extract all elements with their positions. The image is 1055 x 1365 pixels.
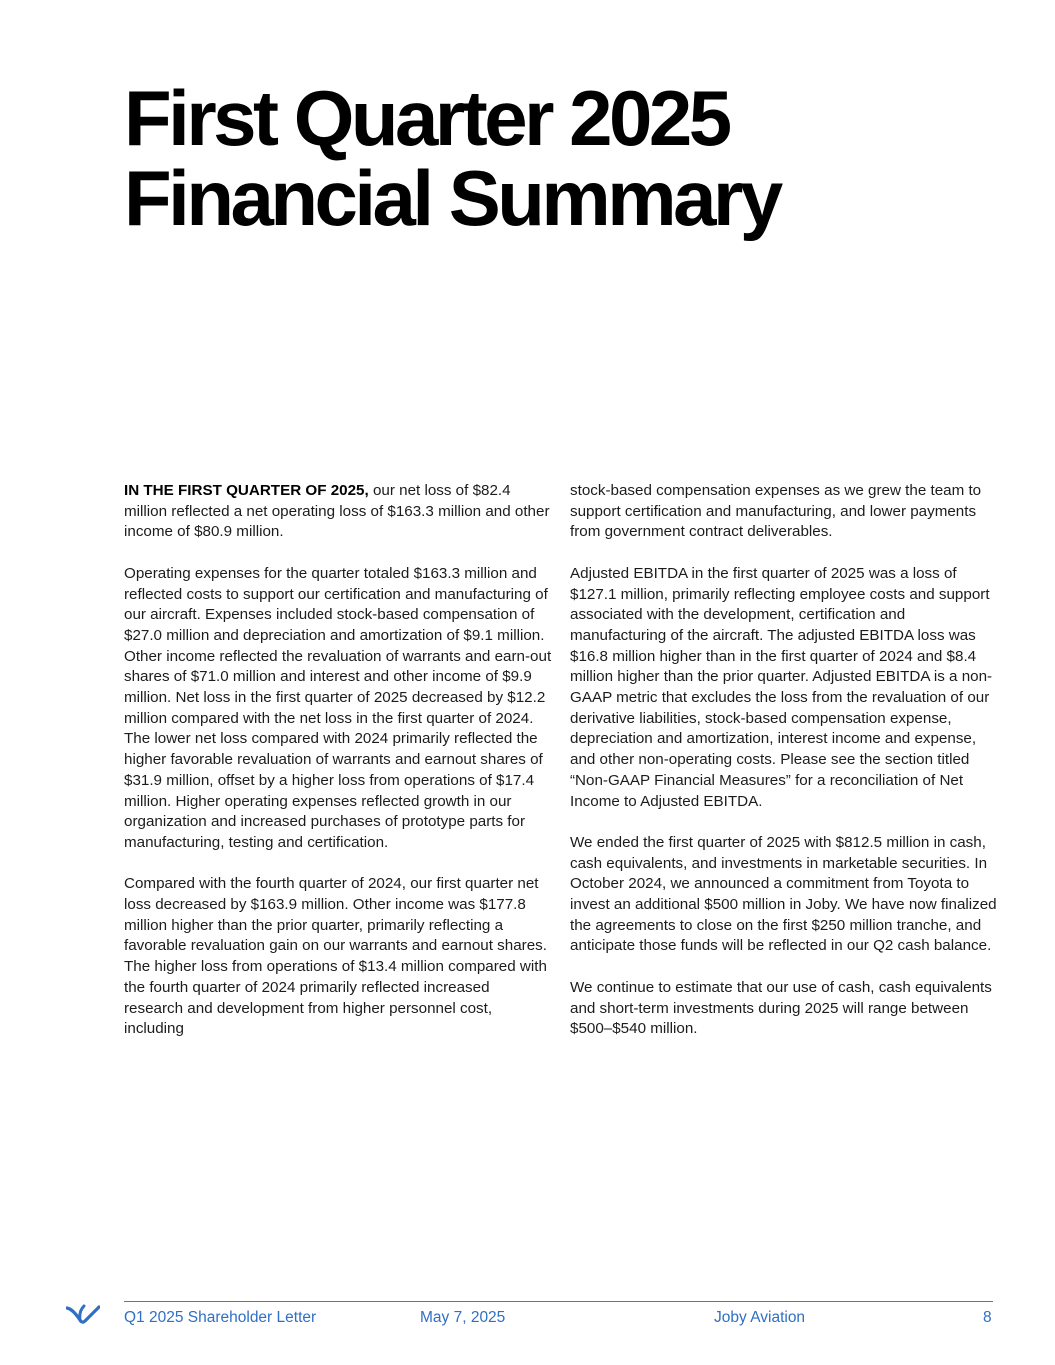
paragraph-adjusted-ebitda: Adjusted EBITDA in the first quarter of 2025 was a loss of $127.1 million, primarily reflecting employee costs and support associated with the development, certification and manufacturing of the aircraft. The adjusted EBITDA loss was $16.8 million higher than in the first quarter of 2024 and $8.4 million higher than the prior quarter. Adjusted EBITDA is a non-GAAP metric that excludes the loss from the revaluation of our derivative liabilities, stock-based compensation expense, depreciation and amortization, interest income and expense, and other non-operating costs. Please see the section titled “Non-GAAP Financial Measures” for a reconciliation of Net Income to Adjusted EBITDA.	[570, 564, 993, 810]
page-title-line-2: Financial Summary	[124, 154, 780, 242]
joby-logo-icon	[66, 1304, 100, 1326]
paragraph-lead-in: IN THE FIRST QUARTER OF 2025,	[124, 482, 369, 499]
footer-divider	[124, 1301, 993, 1302]
left-text-column	[124, 481, 552, 1061]
paragraph-continuation: stock-based compensation expenses as we grew the team to support certification and manufacturing, and lower payments from government contract deliverables.	[570, 482, 982, 541]
paragraph-cash-guidance: We continue to estimate that our use of cash, cash equivalents and short-term investments during 2025 will range between $500–$540 million.	[570, 978, 992, 1038]
paragraph-intro-text: our net loss of $82.4 million reflected a net operating loss of $163.3 million and other income of $80.9 million.	[124, 482, 550, 541]
right-text-column	[570, 481, 998, 1061]
footer-document-name: Q1 2025 Shareholder Letter	[124, 1309, 317, 1326]
paragraph-intro	[124, 481, 552, 543]
page-title-line-1: First Quarter 2025	[124, 74, 729, 162]
paragraph-quarter-comparison: Compared with the fourth quarter of 2024, our first quarter net loss decreased by $163.9 million. Other income was $177.8 million higher than the prior quarter, primarily reflecting a favorable revaluation gain on our warrants and earnout shares. The higher loss from operations of $13.4 million compared with the fourth quarter of 2024 primarily reflected increased research and development from higher personnel cost, including	[124, 875, 547, 1038]
paragraph-operating-expenses: Operating expenses for the quarter totaled $163.3 million and reflected costs to support our certification and manufacturing of our aircraft. Expenses included stock-based compensation of $27.0 million and depreciation and amortization of $9.1 million. Other income reflected the revaluation of warrants and earn-out shares of $71.0 million and interest and other income of $9.9 million. Net loss in the first quarter of 2025 decreased by $12.2 million compared with the net loss in the first quarter of 2024. The lower net loss compared with 2024 primarily reflected the higher favorable revaluation of warrants and earnout shares of $31.9 million, offset by a higher loss from operations of $17.4 million. Higher operating expenses reflected growth in our organization and increased purchases of prototype parts for manufacturing, testing and certification.	[124, 564, 552, 851]
footer-company: Joby Aviation	[714, 1309, 806, 1326]
paragraph-cash-position: We ended the first quarter of 2025 with $812.5 million in cash, cash equivalents, and investments in marketable securities. In October 2024, we announced a commitment from Toyota to invest an additional $500 million in Joby. We have now finalized the agreements to close on the first $250 million tranche, and anticipate those funds will be reflected in our Q2 cash balance.	[570, 833, 997, 955]
footer-date: May 7, 2025	[420, 1309, 506, 1326]
page-title	[124, 74, 780, 242]
footer-page-number: 8	[983, 1309, 992, 1326]
